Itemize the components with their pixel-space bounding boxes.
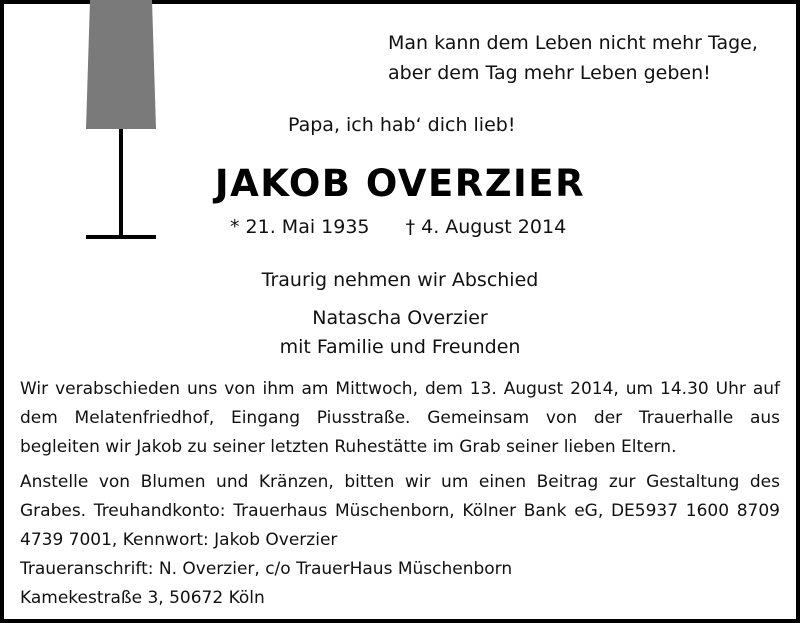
family-block bbox=[0, 304, 800, 362]
funeral-line-1: Wir verabschieden uns von ihm am Mittwoch, dem 13. August 2014, um 14.30 Uhr auf bbox=[20, 379, 780, 399]
quote-line-1: Man kann dem Leben nicht mehr Tage, bbox=[388, 32, 758, 54]
lamp-icon bbox=[86, 0, 156, 129]
donation-line-1: Anstelle von Blumen und Kränzen, bitten wir um einen Beitrag zur Gestaltung des bbox=[20, 472, 780, 492]
donation-line-3: 4739 7001, Kennwort: Jakob Overzier bbox=[20, 530, 338, 550]
family-line-2: mit Familie und Freunden bbox=[279, 336, 521, 358]
mourning-text: Traurig nehmen wir Abschied bbox=[261, 269, 539, 291]
lamp-base bbox=[86, 235, 156, 239]
dedication: Papa, ich hab‘ dich lieb! bbox=[288, 114, 516, 136]
donation-line-2: Grabes. Treuhandkonto: Trauerhaus Müschenborn, Kölner Bank eG, DE5937 1600 8709 bbox=[20, 501, 780, 521]
mourning-address bbox=[20, 555, 780, 613]
funeral-line-2: dem Melatenfriedhof, Eingang Piusstraße. Gemeinsam von der Trauerhalle aus bbox=[20, 408, 780, 428]
birth-date: * 21. Mai 1935 bbox=[230, 216, 370, 238]
deceased-name: JAKOB OVERZIER bbox=[214, 162, 586, 205]
quote-line-2: aber dem Tag mehr Leben geben! bbox=[388, 62, 711, 84]
address-line-2: Kamekestraße 3, 50672 Köln bbox=[20, 588, 265, 608]
donation-details bbox=[20, 468, 780, 555]
quote bbox=[388, 28, 778, 88]
life-dates bbox=[230, 216, 566, 238]
funeral-line-3: begleiten wir Jakob zu seiner letzten Ruhestätte im Grab seiner lieben Eltern. bbox=[20, 437, 677, 457]
death-date: † 4. August 2014 bbox=[405, 216, 567, 238]
address-line-1: Traueranschrift: N. Overzier, c/o TrauerHaus Müschenborn bbox=[20, 559, 513, 579]
lamp-shade-shape bbox=[86, 0, 156, 129]
funeral-details bbox=[20, 375, 780, 462]
family-line-1: Natascha Overzier bbox=[312, 307, 488, 329]
